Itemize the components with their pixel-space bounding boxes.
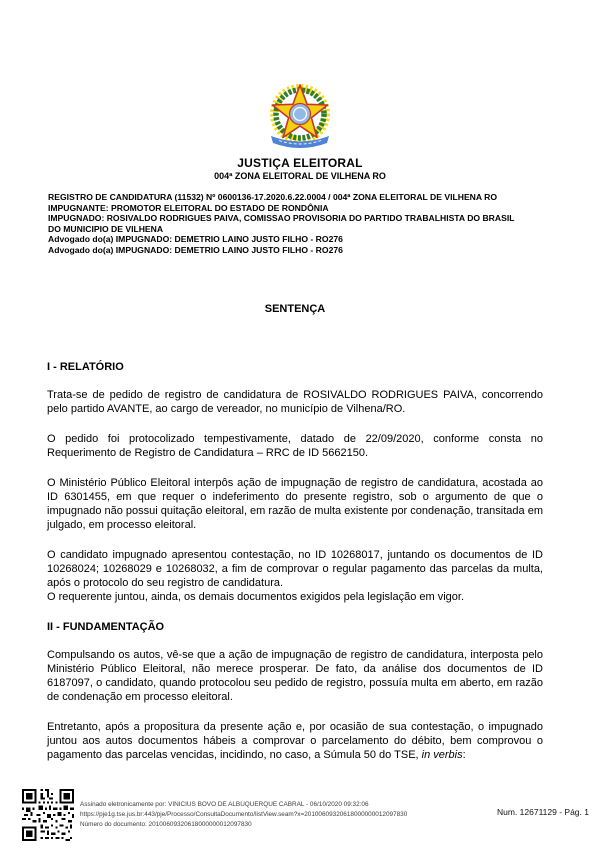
paragraph: Compulsando os autos, vê-se que a ação de impugnação de registro de candidatura, interposta pelo Ministério Público Eleitoral, não merece prosperar. De fato, da análise dos documentos de ID 6187097, o candidato, quando protocolou seu pedido de registro, possuía multa em aberto, em razão de condenação em processo eleitoral. <box>47 649 543 703</box>
electoral-zone-subtitle: 004ª ZONA ELEITORAL DE VILHENA RO <box>214 171 386 181</box>
signed-by-line: Assinado eletronicamente por: VINICIUS BOVO DE ALBUQUERQUE CABRAL - 06/10/2020 09:32:06 <box>80 801 369 808</box>
paragraph: O requerente juntou, ainda, os demais documentos exigidos pela legislação em vigor. <box>47 591 465 603</box>
impugnado-line: IMPUGNADO: ROSIVALDO RODRIGUES PAIVA, COMISSAO PROVISORIA DO PARTIDO TRABALHISTA DO BRASIL DO MUNICIPIO DE VILHENA <box>48 213 515 234</box>
signature-block <box>80 800 407 830</box>
paragraph <box>47 720 543 762</box>
paragraph: O pedido foi protocolizado tempestivamente, datado de 22/09/2020, conforme consta no Requerimento de Registro de Candidatura – RRC de ID 5662150. <box>47 433 543 459</box>
section-heading-fundamentacao: II - FUNDAMENTAÇÃO <box>47 621 165 633</box>
section-heading-relatorio: I - RELATÓRIO <box>47 361 124 373</box>
case-number-line: REGISTRO DE CANDIDATURA (11532) Nº 0600136-17.2020.6.22.0004 / 004ª ZONA ELEITORAL DE VILHENA RO <box>48 192 498 202</box>
impugnante-line: IMPUGNANTE: PROMOTOR ELEITORAL DO ESTADO DE RONDÔNIA <box>48 202 329 213</box>
advogado-line-2: Advogado do(a) IMPUGNADO: DEMETRIO LAINO JUSTO FILHO - RO276 <box>48 244 343 255</box>
brazil-coat-of-arms-icon <box>261 84 339 152</box>
advogado-line-1: Advogado do(a) IMPUGNADO: DEMETRIO LAINO JUSTO FILHO - RO276 <box>48 234 343 245</box>
emblem-container <box>0 84 600 152</box>
paragraph-text: : <box>462 749 466 761</box>
verification-url: https://pje1g.tse.jus.br:443/pje/Processo/ConsultaDocumento/listView.seam?x=20100609320618000000012097830 <box>80 811 408 818</box>
document-number-line: Número do documento: 20100609320618000000012097830 <box>80 821 252 828</box>
court-title: JUSTIÇA ELEITORAL <box>237 156 363 170</box>
paragraph: Trata-se de pedido de registro de candidatura de ROSIVALDO RODRIGUES PAIVA, concorrendo pelo partido AVANTE, ao cargo de vereador, no município de Vilhena/RO. <box>47 389 543 415</box>
paragraph-text: Entretanto, após a propositura da presente ação e, por ocasião de sua contestação, o impugnado juntou aos autos documentos hábeis a comprovar o parcelamento do débito, bem comprovou o pagamento das parcelas vencidas, incidindo, no caso, a Súmula 50 do TSE, <box>47 721 543 761</box>
latin-expression: in verbis <box>421 749 463 761</box>
case-header-block <box>48 192 520 256</box>
document-title: SENTENÇA <box>264 303 326 315</box>
page-number-ref: Num. 12671129 - Pág. 1 <box>497 807 589 817</box>
document-body <box>47 302 543 778</box>
paragraph: O candidato impugnado apresentou contestação, no ID 10268017, juntando os documentos de ID 10268024; 10268029 e 10268032, a fim de comprovar o regular pagamento das parcelas da multa, após o protocolo do seu registro de candidatura. <box>47 549 543 589</box>
qr-code-icon <box>22 789 74 841</box>
paragraph: O Ministério Público Eleitoral interpôs ação de impugnação de registro de candidatura, acostada ao ID 6301455, em que requer o indeferimento do presente registro, sob o argumento de que o impugnado não possui quitação eleitoral, em razão de multa existente por condenação, transitada em julgado, em processo eleitoral. <box>47 477 543 531</box>
